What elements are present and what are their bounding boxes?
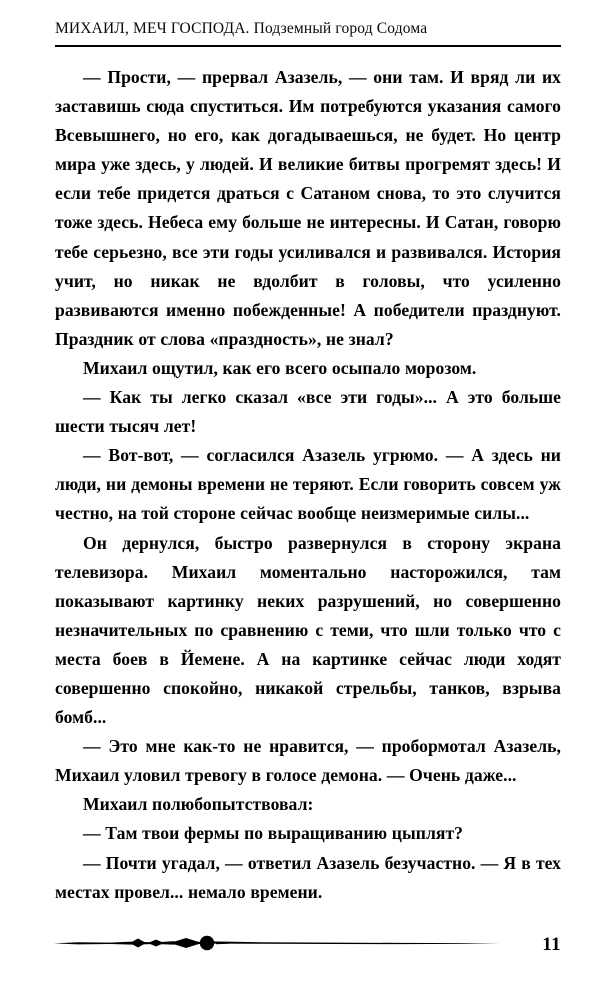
paragraph: Он дернулся, быстро развернулся в сторону экрана телевизора. Михаил моментально насторожился, там показывают картинку неких разрушений, но совершенно незначительных по сравнению с теми, что шли только что с места боев в Йемене. А на картинке сейчас люди ходят совершенно спокойно, никакой стрельбы, танков, взрыва бомб... <box>55 532 561 728</box>
header-divider-rule <box>55 45 561 47</box>
page-footer <box>0 930 613 978</box>
paragraph: — Там твои фермы по выращиванию цыплят? <box>83 823 463 844</box>
page-number: 11 <box>542 934 561 955</box>
paragraph: — Как ты легко сказал «все эти годы»... А это больше шести тысяч лет! <box>55 387 561 437</box>
running-head <box>55 18 561 40</box>
paragraph: — Это мне как-то не нравится, — пробормотал Азазель, Михаил уловил тревогу в голосе демона. — Очень даже... <box>55 736 561 786</box>
paragraph: Михаил ощутил, как его всего осыпало морозом. <box>83 357 477 378</box>
running-head-text: МИХАИЛ, МЕЧ ГОСПОДА. Подземный город Содома <box>55 20 428 37</box>
paragraph: — Почти угадал, — ответил Азазель безучастно. — Я в тех местах провел... немало времени. <box>55 852 561 902</box>
body-text-column <box>55 63 561 907</box>
paragraph: Михаил полюбопытствовал: <box>83 794 314 815</box>
paragraph: — Вот-вот, — согласился Азазель угрюмо. — А здесь ни люди, ни демоны времени не теряют. Если говорить совсем уж честно, на той стороне сейчас вообще неизмеримые силы... <box>55 445 561 524</box>
paragraph: — Прости, — прервал Азазель, — они там. И вряд ли их заставишь сюда спуститься. Им потребуются указания самого Всевышнего, но его, как догадываешься, не будет. Но центр мира уже здесь, у людей. И великие битвы прогремят здесь! И если тебе придется драться с Сатаном снова, то это случится тоже здесь. Небеса ему больше не интересны. И Сатан, говорю тебе серьезно, все эти годы усиливался и развивался. История учит, но никак не вдолбит в головы, что усиленно развиваются именно побежденные! А победители празднуют. Праздник от слова «праздность», не знал? <box>55 67 561 349</box>
